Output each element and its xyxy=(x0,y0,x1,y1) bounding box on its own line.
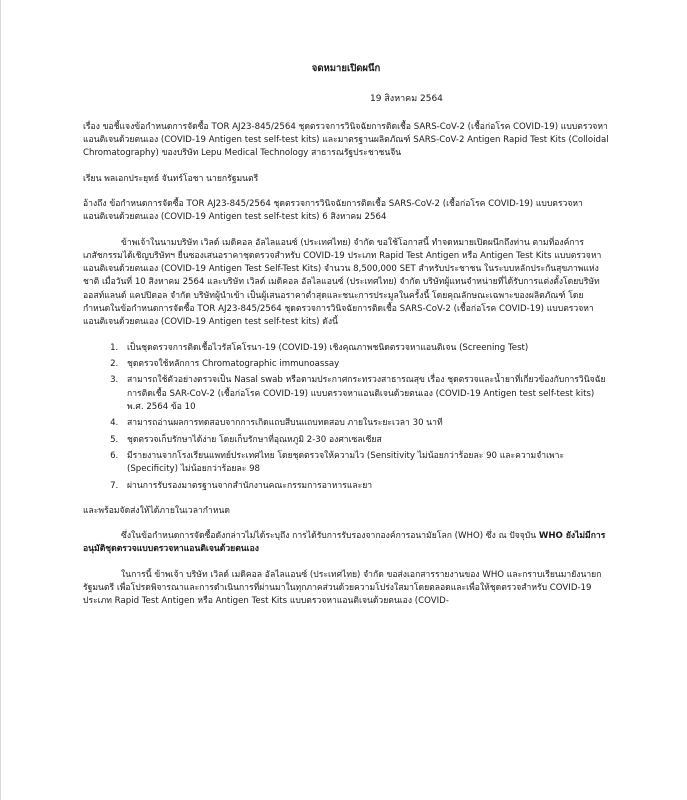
list-item: 1. เป็นชุดตรวจการติดเชื้อไวรัสโคโรนา-19 (COVID-19) เชิงคุณภาพชนิดตรวจหาแอนติเจน (Screening Test) xyxy=(121,342,609,355)
list-item: 5. ชุดตรวจเก็บรักษาได้ง่าย โดยเก็บรักษาที่อุณหภูมิ 2-30 องศาเซลเซียส xyxy=(121,434,609,447)
closing-paragraph: ในการนี้ ข้าพเจ้า บริษัท เวิลด์ เมดิคอล อัลไลแอนซ์ (ประเทศไทย) จำกัด ขอส่งเอกสารรายงานของ WHO และกราบเรียนมายังนายกรัฐมนตรี เพื่อโปรดพิจารณาและการดำเนินการที่ผ่านมาในทุกภาคส่วนด้วยความโปร่งใสมาโดยตลอดและเพื่อให้ชุดตรวจสำหรับ COVID-19 ประเภท Rapid Test Antigen หรือ Antigen Test Kits แบบตรวจหาแอนติเจนด้วยตนเอง (COVID- xyxy=(83,569,602,607)
ready-line: และพร้อมจัดส่งให้ได้ภายในเวลากำหนด xyxy=(83,505,230,516)
who-paragraph-bold: WHO ยังไม่มีการอนุมัติชุดตรวจแบบตรวจหาแอนติเจนด้วยตนเอง xyxy=(83,531,606,555)
letter-title: จดหมายเปิดผนึก xyxy=(311,63,381,74)
subject-paragraph: เรื่อง ขอชี้แจงข้อกำหนดการจัดซื้อ TOR AJ23-845/2564 ชุดตรวจการวินิจฉัยการติดเชื้อ SARS-CoV-2 (เชื้อก่อโรค COVID-19) แบบตรวจหาแอนติเจนด้วยตนเอง (COVID-19 Antigen test self-test kits) และมาตรฐานผลิตภัณฑ์ SARS-CoV-2 Antigen Rapid Test Kits (Colloidal Chromatography) ของบริษัท Lepu Medical Technology สาธารณรัฐประชาชนจีน xyxy=(83,121,609,159)
list-item: 2. ชุดตรวจใช้หลักการ Chromatographic immunoassay xyxy=(121,358,609,371)
list-item: 7. ผ่านการรับรองมาตรฐานจากสำนักงานคณะกรรมการอาหารและยา xyxy=(121,480,609,493)
who-paragraph xyxy=(83,530,609,557)
list-item: 4. สามารถอ่านผลการทดสอบจากการเกิดแถบสีบนแถบทดสอบ ภายในระยะเวลา 30 นาที xyxy=(121,417,609,430)
letter-date: 19 สิงหาคม 2564 xyxy=(370,93,443,104)
recipient-line: เรียน พลเอกประยุทธ์ จันทร์โอชา นายกรัฐมนตรี xyxy=(83,173,259,184)
body-intro-paragraph: ข้าพเจ้าในนามบริษัท เวิลด์ เมดิคอล อัลไลแอนซ์ (ประเทศไทย) จำกัด ขอใช้โอกาสนี้ ทำจดหมายเปิดผนึกถึงท่าน ตามที่องค์การเภสัชกรรมได้เชิญบริษัทฯ ยื่นซองเสนอราคาชุดตรวจสำหรับ COVID-19 ประเภท Rapid Test Antigen หรือ Antigen Test Kits แบบตรวจหาแอนติเจนด้วยตนเอง (COVID-19 Antigen Test Self-Test Kits) จำนวน 8,500,000 SET สำหรับประชาชน ในระบบหลักประกันสุขภาพแห่งชาติ เมื่อวันที่ 10 สิงหาคม 2564 และบริษัท เวิลด์ เมดิคอล อัลไลแอนซ์ (ประเทศไทย) จำกัด บริษัทผู้แทนจำหน่ายที่ได้รับการแต่งตั้งโดยบริษัท ออสท์แลนด์ แคปปิตอล จำกัด บริษัทผู้นำเข้า เป็นผู้เสนอราคาต่ำสุดและชนะการประมูลในครั้งนี้ โดยคุณลักษณะเฉพาะของผลิตภัณฑ์ โดยกำหนดในข้อกำหนดการจัดซื้อ TOR AJ23-845/2564 ชุดตรวจการวินิจฉัยการติดเชื้อ SARS-CoV-2 (เชื้อก่อโรค COVID-19) แบบตรวจหาแอนติเจนด้วยตนเอง (COVID-19 Antigen test self-test kits) ดังนี้ xyxy=(83,237,602,328)
list-item: 6. มีรายงานจากโรงเรียนแพทย์ประเทศไทย โดยชุดตรวจให้ความไว (Sensitivity ไม่น้อยกว่าร้อยละ 90 และความจำเพาะ (Specificity) ไม่น้อยกว่าร้อยละ 98 xyxy=(121,450,609,477)
list-item: 3. สามารถใช้ตัวอย่างตรวจเป็น Nasal swab หรือตามประกาศกระทรวงสาธารณสุข เรื่อง ชุดตรวจและน้ำยาที่เกี่ยวข้องกับการวินิจฉัยการติดเชื้อ SAR-CoV-2 (เชื้อก่อโรค COVID-19) แบบตรวจหาแอนติเจนด้วยตนเอง (COVID-19 Antigen test self-test kits) พ.ศ. 2564 ข้อ 10 xyxy=(121,374,609,414)
who-paragraph-text: ซึ่งในข้อกำหนดการจัดซื้อดังกล่าวไม่ได้ระบุถึง การได้รับการรับรองจากองค์การอนามัยโลก (WHO) ซึ่ง ณ ปัจจุบัน xyxy=(121,531,537,542)
reference-paragraph: อ้างถึง ข้อกำหนดการจัดซื้อ TOR AJ23-845/2564 ชุดตรวจการวินิจฉัยการติดเชื้อ SARS-CoV-2 (เชื้อก่อโรค COVID-19) แบบตรวจหาแอนติเจนด้วยตนเอง (COVID-19 Antigen test self-test kits) 6 สิงหาคม 2564 xyxy=(83,198,583,223)
requirements-list xyxy=(83,342,609,493)
